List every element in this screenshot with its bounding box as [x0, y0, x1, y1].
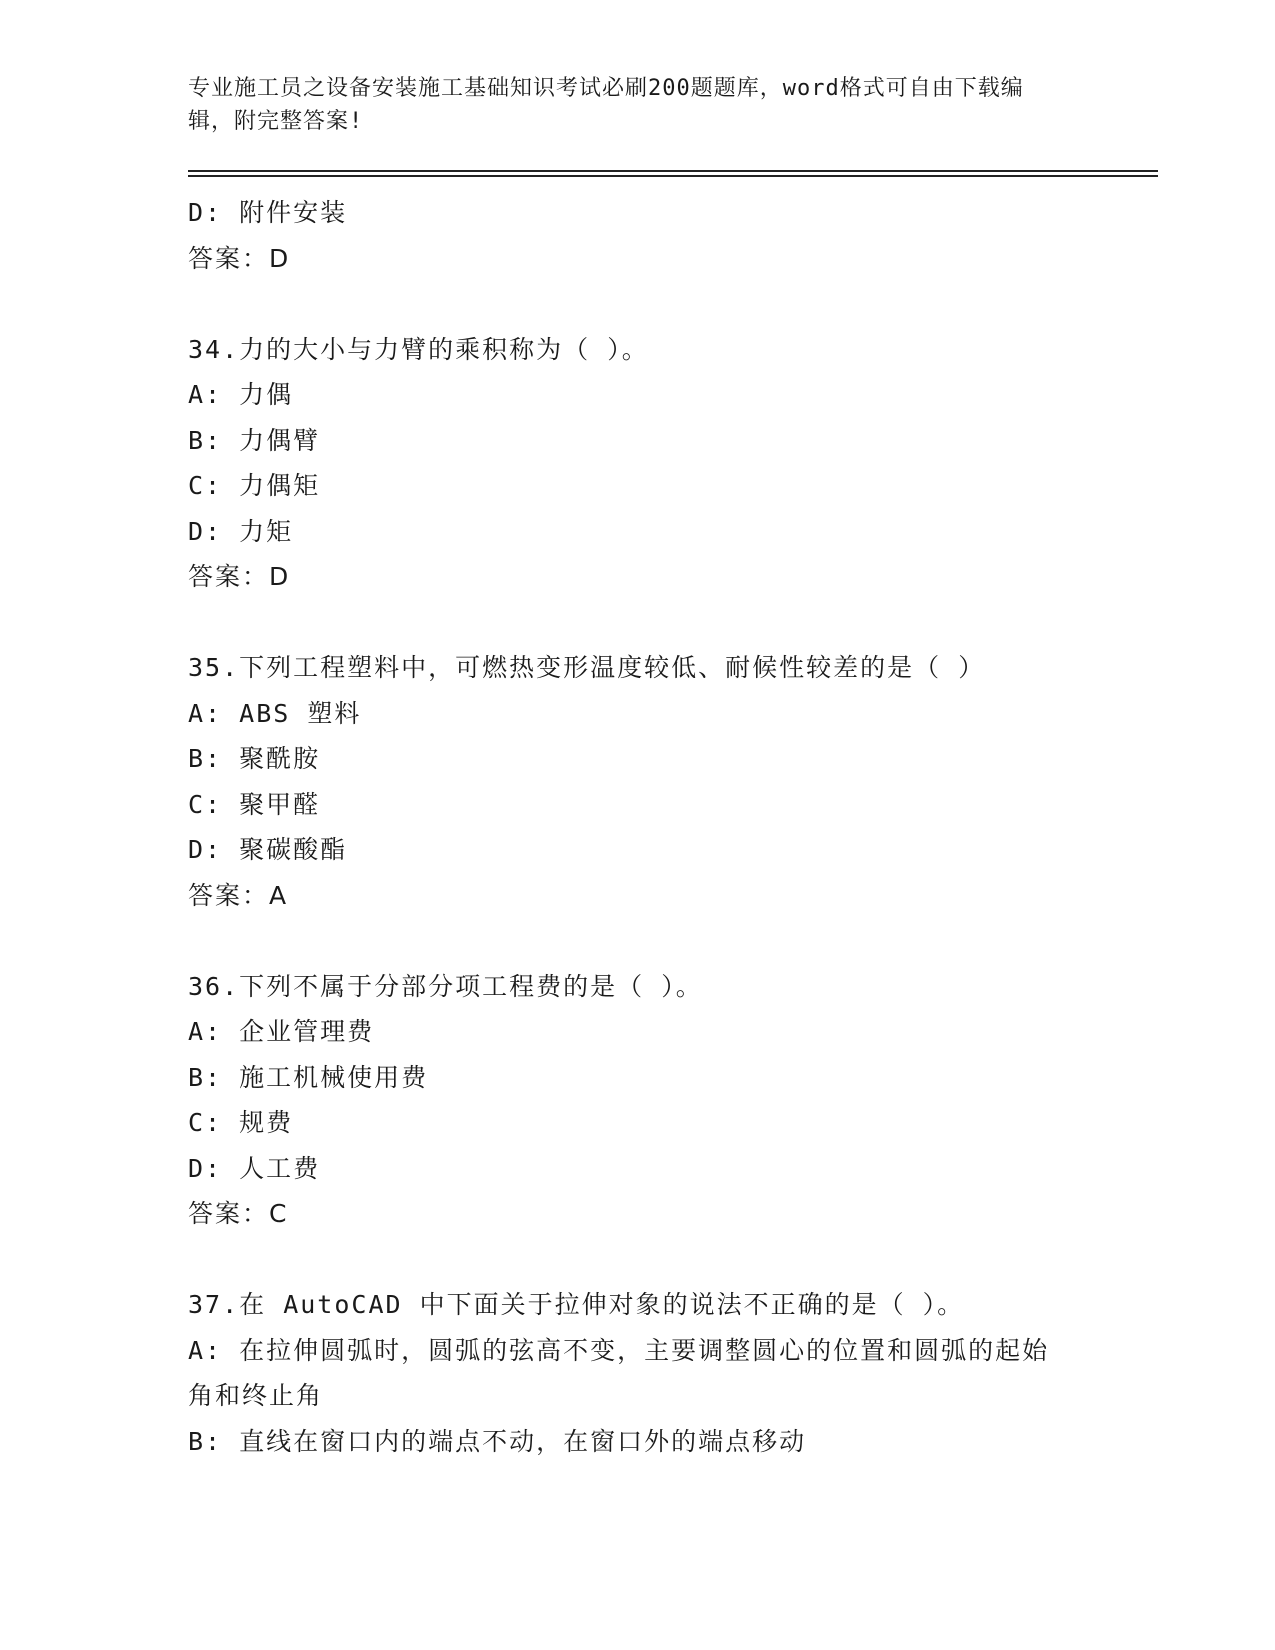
answer-line: 答案：C [188, 1199, 289, 1228]
option-b: B: 施工机械使用费 [188, 1062, 429, 1092]
option-d: D: 力矩 [188, 516, 294, 546]
option-a: A: 在拉伸圆弧时，圆弧的弦高不变，主要调整圆心的位置和圆弧的起始角和终止角 [188, 1335, 1050, 1410]
question-35 [188, 645, 1088, 918]
question-stem: 37.在 AutoCAD 中下面关于拉伸对象的说法不正确的是（ ）。 [188, 1290, 965, 1319]
option-a: A: 力偶 [188, 380, 294, 409]
option-b: B: 直线在窗口内的端点不动，在窗口外的端点移动 [188, 1426, 807, 1456]
option-c: C: 力偶矩 [188, 471, 321, 500]
option-a: A: 企业管理费 [188, 1017, 375, 1046]
question-list [188, 190, 1088, 1464]
question-34 [188, 327, 1088, 600]
spacer [188, 600, 1088, 646]
option-d: D: 附件安装 [188, 198, 348, 227]
answer-line: 答案：A [188, 880, 289, 910]
option-d: D: 聚碳酸酯 [188, 835, 348, 864]
spacer [188, 281, 1088, 327]
option-a: A: ABS 塑料 [188, 698, 362, 728]
header-rule-bottom [188, 175, 1158, 177]
option-b: B: 力偶臂 [188, 425, 321, 455]
option-d: D: 人工费 [188, 1153, 321, 1183]
option-b: B: 聚酰胺 [188, 744, 321, 773]
question-stem: 34.力的大小与力臂的乘积称为（ ）。 [188, 334, 649, 364]
answer-line: 答案：D [188, 562, 291, 591]
answer-line: 答案：D [188, 243, 291, 273]
spacer [188, 918, 1088, 964]
question-36 [188, 964, 1088, 1237]
question-stem: 35.下列工程塑料中，可燃热变形温度较低、耐候性较差的是（ ） [188, 653, 986, 682]
spacer [188, 1237, 1088, 1283]
option-c: C: 规费 [188, 1108, 294, 1137]
header-rule-top [188, 170, 1158, 172]
option-c: C: 聚甲醛 [188, 789, 321, 819]
question-37 [188, 1282, 1088, 1464]
header-title: 专业施工员之设备安装施工基础知识考试必刷200题题库，word格式可自由下载编辑，附完整答案! [188, 76, 1024, 134]
document-header [188, 72, 1068, 138]
question-stem: 36.下列不属于分部分项工程费的是（ ）。 [188, 971, 703, 1001]
